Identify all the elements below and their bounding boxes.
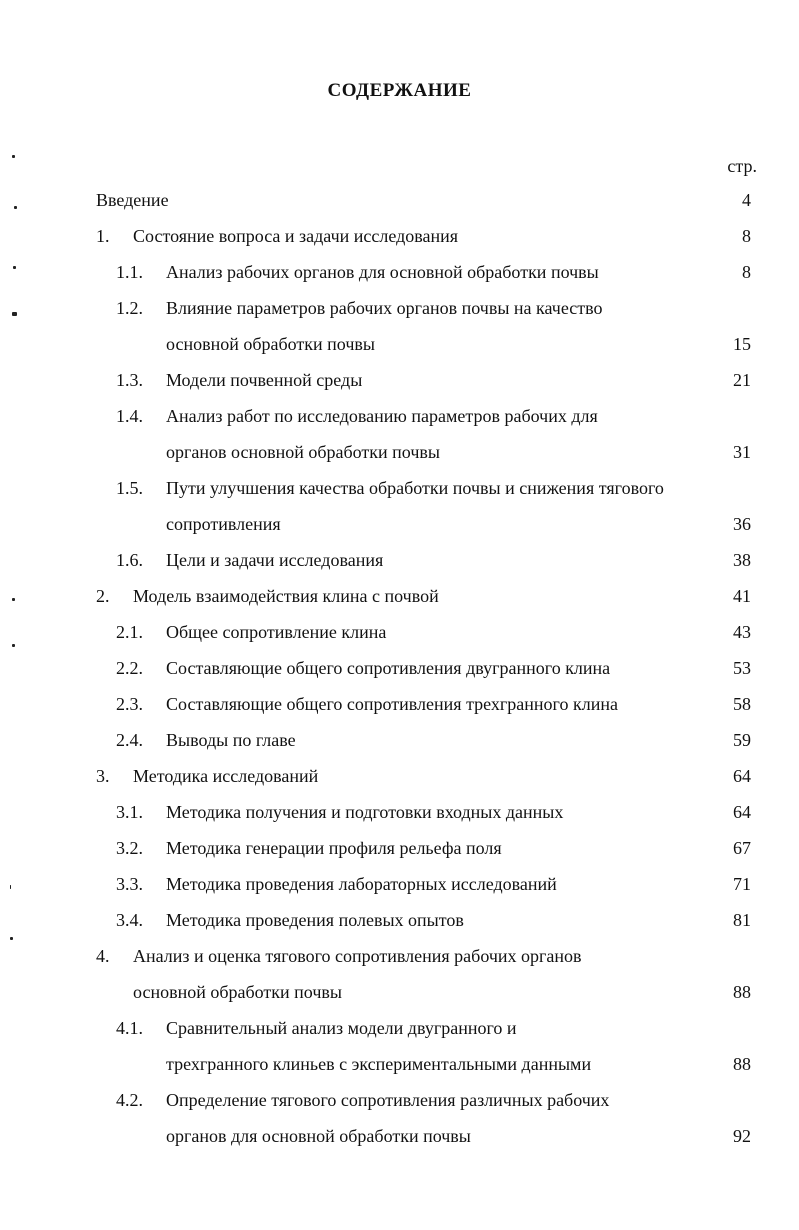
- toc-entry: [0, 692, 799, 728]
- toc-entry-number: 2.3.: [116, 694, 143, 714]
- toc-entry-page: 71: [733, 874, 751, 894]
- toc-entry-page: 15: [733, 334, 751, 354]
- toc-entry-page: 92: [733, 1126, 751, 1146]
- toc-entry: [0, 800, 799, 836]
- toc-entry: [0, 656, 799, 692]
- toc-entry-text: Методика получения и подготовки входных данных: [166, 802, 564, 822]
- toc-entry: [0, 224, 799, 260]
- toc-entry-page: 8: [742, 262, 751, 282]
- toc-entry: [0, 620, 799, 656]
- toc-entry-number: 2.1.: [116, 622, 143, 642]
- toc-entry-number: 1.2.: [116, 298, 143, 318]
- scan-speck: [13, 266, 16, 269]
- toc-entry-number: 3.3.: [116, 874, 143, 894]
- scan-speck: [12, 155, 15, 158]
- toc-entry-number: 4.2.: [116, 1090, 143, 1110]
- toc-entry: [0, 296, 799, 332]
- toc-entry: [0, 188, 799, 224]
- scan-speck: [12, 644, 15, 647]
- toc-entry-number: 3.2.: [116, 838, 143, 858]
- toc-entry-text: Цели и задачи исследования: [166, 550, 384, 570]
- toc-entry-number: 3.4.: [116, 910, 143, 930]
- toc-entry: [0, 836, 799, 872]
- toc-entry-page: 59: [733, 730, 751, 750]
- scan-speck: [14, 206, 17, 209]
- toc-entry-text: органов основной обработки почвы: [166, 442, 440, 462]
- toc-entry: [0, 944, 799, 980]
- toc-entry-number: 1.5.: [116, 478, 143, 498]
- toc-entry-text: Составляющие общего сопротивления трехгранного клина: [166, 694, 618, 714]
- toc-entry: [0, 728, 799, 764]
- toc-entry-text: Введение: [96, 190, 169, 210]
- toc-entry-number: 4.: [96, 946, 110, 966]
- toc-entry-text: Методика генерации профиля рельефа поля: [166, 838, 502, 858]
- toc-entry: [0, 1124, 799, 1160]
- toc-entry-text: основной обработки почвы: [133, 982, 342, 1002]
- toc-entry: [0, 1052, 799, 1088]
- toc-entry: [0, 1088, 799, 1124]
- toc-entry: [0, 908, 799, 944]
- toc-entry-text: Методика проведения полевых опытов: [166, 910, 464, 930]
- toc-entry-text: Влияние параметров рабочих органов почвы на качество: [166, 298, 603, 318]
- toc-entry-page: 67: [733, 838, 751, 858]
- toc-entry: [0, 332, 799, 368]
- toc-entry: [0, 980, 799, 1016]
- toc-entry-text: Анализ рабочих органов для основной обработки почвы: [166, 262, 599, 282]
- toc-entry-page: 4: [742, 190, 751, 210]
- toc-entry-text: Модели почвенной среды: [166, 370, 363, 390]
- toc-entry-page: 53: [733, 658, 751, 678]
- toc-entry-text: Состояние вопроса и задачи исследования: [133, 226, 459, 246]
- toc-entry-text: Сравнительный анализ модели двугранного и: [166, 1018, 517, 1038]
- toc-entry-text: Пути улучшения качества обработки почвы и снижения тягового: [166, 478, 664, 498]
- toc-entry: [0, 404, 799, 440]
- toc-entry-text: сопротивления: [166, 514, 281, 534]
- scan-speck: [10, 885, 11, 889]
- toc-entry-page: 88: [733, 1054, 751, 1074]
- toc-entry-number: 1.: [96, 226, 110, 246]
- toc-entry-number: 3.: [96, 766, 110, 786]
- toc-entry: [0, 1016, 799, 1052]
- toc-entry-text: Общее сопротивление клина: [166, 622, 387, 642]
- document-title: СОДЕРЖАНИЕ: [327, 80, 472, 101]
- toc-entry-number: 1.6.: [116, 550, 143, 570]
- toc-entry: [0, 368, 799, 404]
- toc-entry-page: 31: [733, 442, 751, 462]
- toc-entry-page: 8: [742, 226, 751, 246]
- toc-entry-text: Анализ работ по исследованию параметров рабочих для: [166, 406, 598, 426]
- toc-entry-number: 2.4.: [116, 730, 143, 750]
- toc-entry-text: Методика проведения лабораторных исследований: [166, 874, 557, 894]
- toc-entry: [0, 512, 799, 548]
- toc-entry-text: основной обработки почвы: [166, 334, 375, 354]
- toc-entry: [0, 872, 799, 908]
- page-column-label: стр.: [727, 156, 757, 176]
- toc-entry: [0, 476, 799, 512]
- toc-entry-number: 1.1.: [116, 262, 143, 282]
- toc-entry-page: 88: [733, 982, 751, 1002]
- toc-entry-page: 58: [733, 694, 751, 714]
- toc-entry: [0, 584, 799, 620]
- toc-entry-number: 4.1.: [116, 1018, 143, 1038]
- scan-speck: [12, 598, 15, 601]
- toc-entry-page: 36: [733, 514, 751, 534]
- scan-speck: [12, 312, 17, 316]
- toc-entry-text: Методика исследований: [133, 766, 319, 786]
- toc-entry: [0, 548, 799, 584]
- toc-entry-page: 64: [733, 766, 751, 786]
- toc-entry-number: 3.1.: [116, 802, 143, 822]
- toc-entry-page: 21: [733, 370, 751, 390]
- toc-entry-page: 41: [733, 586, 751, 606]
- toc-entry-text: органов для основной обработки почвы: [166, 1126, 471, 1146]
- toc-entry: [0, 764, 799, 800]
- toc-entry-number: 2.2.: [116, 658, 143, 678]
- toc-entry-page: 64: [733, 802, 751, 822]
- toc-entry-text: Выводы по главе: [166, 730, 296, 750]
- toc-entry-text: Модель взаимодействия клина с почвой: [133, 586, 439, 606]
- toc-entry-number: 1.3.: [116, 370, 143, 390]
- toc-entry-text: Определение тягового сопротивления различных рабочих: [166, 1090, 610, 1110]
- toc-entry: [0, 440, 799, 476]
- toc-entry-number: 1.4.: [116, 406, 143, 426]
- toc-entry-page: 38: [733, 550, 751, 570]
- toc-entry-number: 2.: [96, 586, 110, 606]
- scan-speck: [10, 937, 13, 940]
- toc-entry-text: Составляющие общего сопротивления двугранного клина: [166, 658, 611, 678]
- toc-entry-page: 43: [733, 622, 751, 642]
- toc-entry-page: 81: [733, 910, 751, 930]
- toc-entry-text: трехгранного клиньев с экспериментальными данными: [166, 1054, 592, 1074]
- toc-entry-text: Анализ и оценка тягового сопротивления рабочих органов: [133, 946, 582, 966]
- toc-entry: [0, 260, 799, 296]
